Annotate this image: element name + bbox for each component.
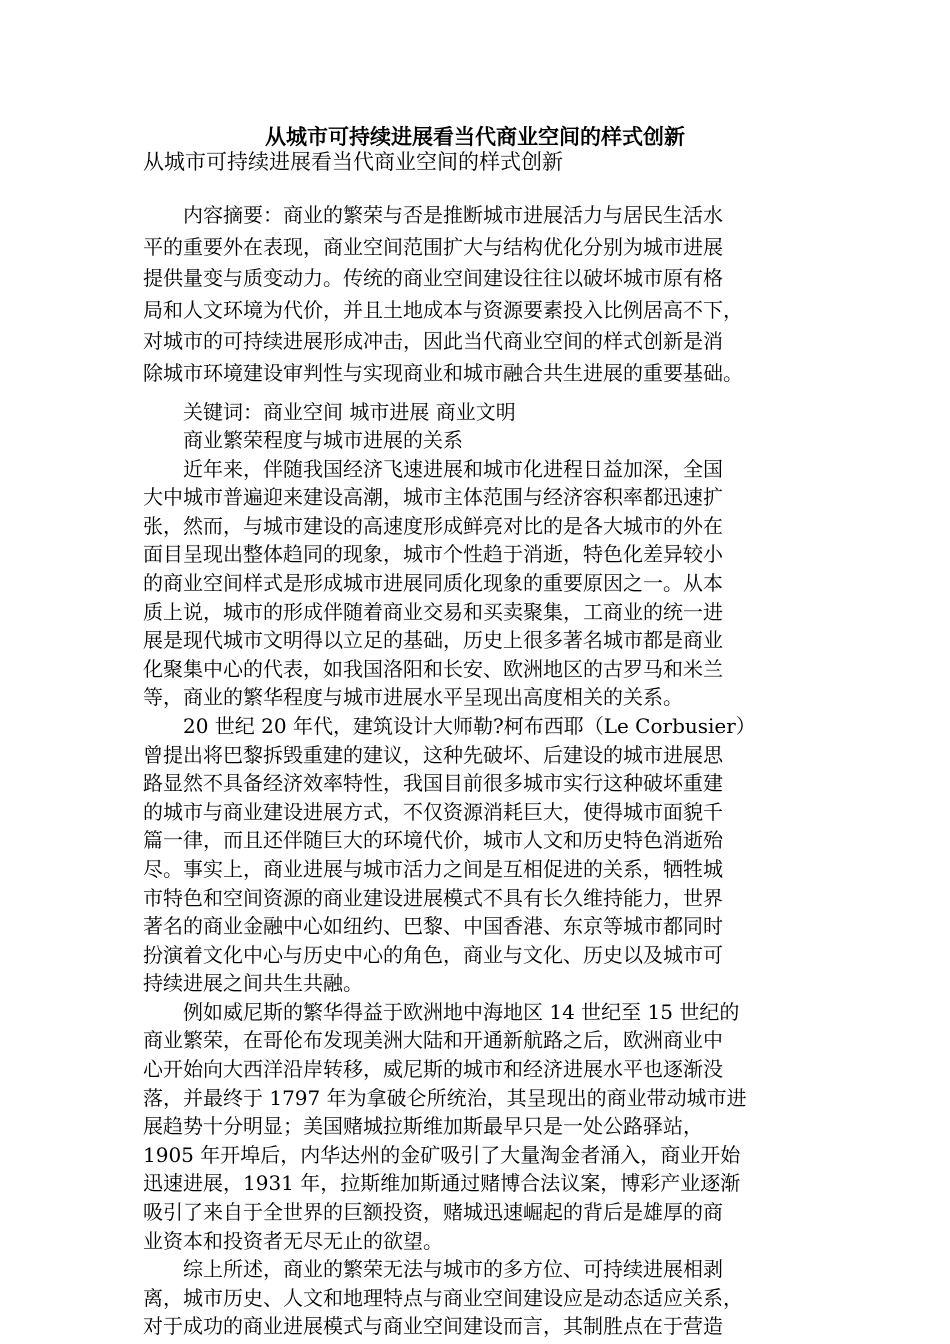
body-line: 大中城市普遍迎来建设高潮，城市主体范围与经济容积率都迅速扩: [143, 485, 723, 510]
body-line: 路显然不具备经济效率特性，我国目前很多城市实行这种破坏重建: [143, 771, 723, 796]
abstract-line: 对城市的可持续进展形成冲击，因此当代商业空间的样式创新是消: [143, 329, 723, 353]
body-line: 曾提出将巴黎拆毁重建的建议，这种先破坏、后建设的城市进展思: [143, 742, 723, 767]
body-line: 的城市与商业建设进展方式，不仅资源消耗巨大，使得城市面貌千: [143, 799, 723, 824]
body-line: 等，商业的繁华程度与城市进展水平呈现出高度相关的关系。: [143, 685, 683, 710]
document-subtitle: 从城市可持续进展看当代商业空间的样式创新: [143, 150, 563, 174]
body-line: 迅速进展，1931 年，拉斯维加斯通过赌博合法议案，博彩产业逐渐: [143, 1171, 741, 1196]
body-line: 心开始向大西洋沿岸转移，威尼斯的城市和经济进展水平也逐渐没: [143, 1057, 723, 1082]
body-line: 的商业空间样式是形成城市进展同质化现象的重要原因之一。从本: [143, 570, 723, 595]
abstract-line: 平的重要外在表现，商业空间范围扩大与结构优化分别为城市进展: [143, 234, 723, 259]
body-line: 业资本和投资者无尽无止的欲望。: [143, 1228, 443, 1253]
abstract-paragraph: [143, 200, 807, 389]
body-line: 化聚集中心的代表，如我国洛阳和长安、欧洲地区的古罗马和米兰: [143, 656, 723, 681]
body-line: 落，并最终于 1797 年为拿破仑所统治，其呈现出的商业带动城市进: [143, 1085, 747, 1110]
body-text: [143, 426, 807, 1341]
body-line: 持续进展之间共生共融。: [143, 971, 363, 996]
body-line: 20 世纪 20 年代，建筑设计大师勒?柯布西耶（Le Corbusier）: [143, 713, 756, 738]
body-line: 展是现代城市文明得以立足的基础，历史上很多著名城市都是商业: [143, 628, 723, 653]
document-title: 从城市可持续进展看当代商业空间的样式创新: [265, 124, 685, 149]
body-line: 质上说，城市的形成伴随着商业交易和买卖聚集，工商业的统一进: [143, 599, 723, 624]
abstract-line: 内容摘要：商业的繁荣与否是推断城市进展活力与居民生活水: [143, 203, 723, 227]
keywords-text: 关键词：商业空间 城市进展 商业文明: [143, 400, 516, 424]
body-line: 离，城市历史、人文和地理特点与商业空间建设应是动态适应关系，: [143, 1285, 743, 1310]
body-line: 市特色和空间资源的商业建设进展模式不具有长久维持能力，世界: [143, 885, 723, 910]
abstract-line: 除城市环境建设审判性与实现商业和城市融合共生进展的重要基础。: [143, 360, 743, 385]
body-line: 近年来，伴随我国经济飞速进展和城市化进程日益加深，全国: [143, 456, 723, 481]
body-line: 展趋势十分明显；美国赌城拉斯维加斯最早只是一处公路驿站，: [143, 1114, 703, 1139]
body-line: 面目呈现出整体趋同的现象，城市个性趋于消逝，特色化差异较小: [143, 542, 723, 567]
abstract-line: 局和人文环境为代价，并且土地成本与资源要素投入比例居高不下，: [143, 297, 743, 322]
body-line: 张，然而，与城市建设的高速度形成鲜亮对比的是各大城市的外在: [143, 513, 723, 538]
body-line: 著名的商业金融中心如纽约、巴黎、中国香港、东京等城市都同时: [143, 914, 723, 939]
body-line: 尽。事实上，商业进展与城市活力之间是互相促进的关系，牺牲城: [143, 856, 723, 881]
body-line: 例如威尼斯的繁华得益于欧洲地中海地区 14 世纪至 15 世纪的: [143, 999, 740, 1024]
body-line: 1905 年开埠后，内华达州的金矿吸引了大量淘金者涌入，商业开始: [143, 1142, 741, 1167]
body-line: 商业繁荣程度与城市进展的关系: [143, 428, 463, 452]
abstract-line: 提供量变与质变动力。传统的商业空间建设往往以破坏城市原有格: [143, 266, 723, 290]
body-line: 商业繁荣，在哥伦布发现美洲大陆和开通新航路之后，欧洲商业中: [143, 1028, 723, 1053]
body-line: 扮演着文化中心与历史中心的角色，商业与文化、历史以及城市可: [143, 942, 723, 967]
body-line: 对于成功的商业进展模式与商业空间建设而言，其制胜点在于营造: [143, 1314, 723, 1339]
body-line: 吸引了来自于全世界的巨额投资，赌城迅速崛起的背后是雄厚的商: [143, 1200, 723, 1225]
body-line: 综上所述，商业的繁荣无法与城市的多方位、可持续进展相剥: [143, 1257, 723, 1282]
body-line: 篇一律，而且还伴随巨大的环境代价，城市人文和历史特色消逝殆: [143, 828, 723, 853]
keywords-line: [143, 398, 807, 427]
